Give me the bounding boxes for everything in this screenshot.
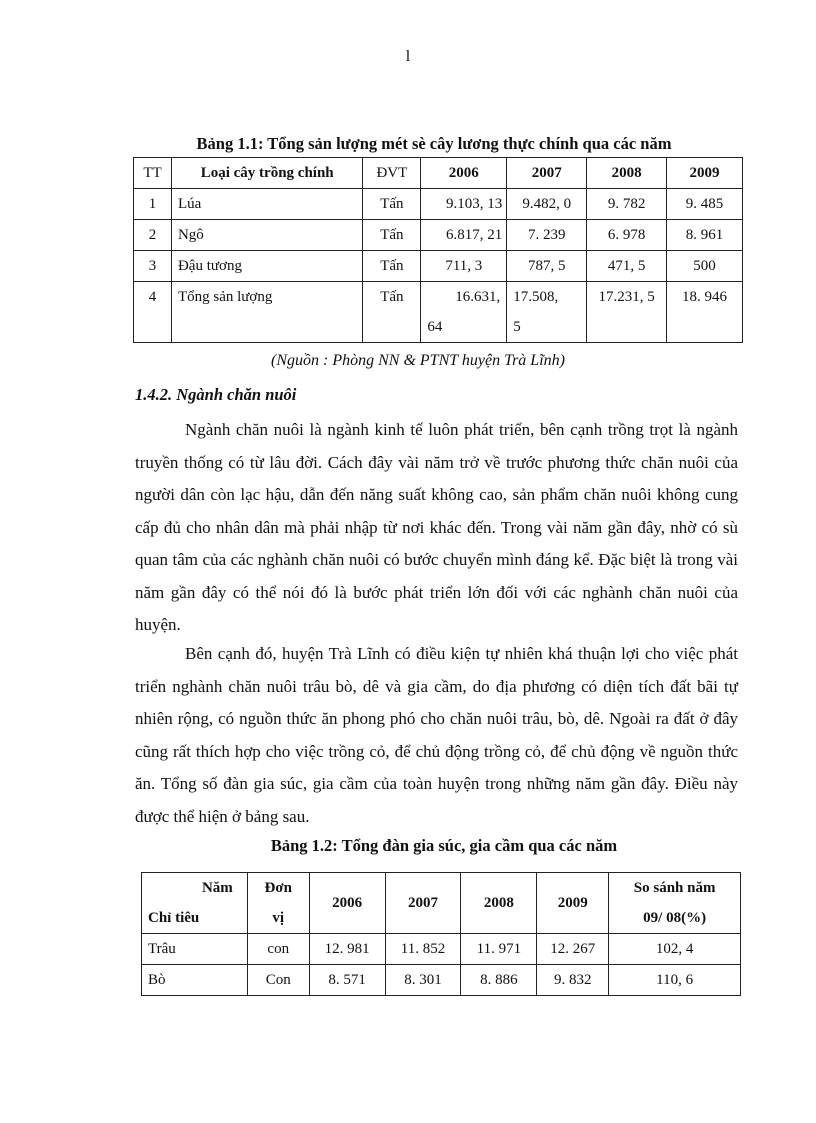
- cell-unit: Tấn: [363, 251, 421, 282]
- livestock-table: [141, 872, 741, 996]
- cell-unit: Tấn: [363, 282, 421, 343]
- header-2008: 2008: [461, 873, 537, 934]
- page-number: l: [405, 48, 411, 65]
- cell-2007: 11. 852: [385, 934, 461, 965]
- header-tt: TT: [134, 158, 172, 189]
- cell-2007: 7. 239: [507, 220, 587, 251]
- cell-2008: 471, 5: [587, 251, 667, 282]
- cell-2008: 9. 782: [587, 189, 667, 220]
- cell-2009: 18. 946: [667, 282, 743, 343]
- table-row: [142, 965, 741, 996]
- cell-2006: 711, 3: [421, 251, 507, 282]
- cell-compare: 110, 6: [609, 965, 741, 996]
- cell-2007-line1: 17.508,: [513, 289, 559, 305]
- table-row: [134, 220, 743, 251]
- header-2008: 2008: [587, 158, 667, 189]
- cell-2008: 11. 971: [461, 934, 537, 965]
- table-row: [142, 934, 741, 965]
- cell-crop: Lúa: [171, 189, 362, 220]
- cell-tt: 4: [134, 282, 172, 343]
- cell-2006-line1: 16.631,: [455, 289, 501, 305]
- header-unit-line2: vị: [272, 910, 285, 926]
- header-indicator-label: Chỉ tiêu: [148, 910, 200, 926]
- paragraph: Ngành chăn nuôi là ngành kinh tế luôn phát triển, bên cạnh trồng trọt là ngành truyền thống có từ lâu đời. Cách đây vài năm trở về trước phương thức chăn nuôi của người dân còn lạc hậu, dẫn đến năng suất không cao, sản phẩm chăn nuôi không cung cấp đủ cho nhân dân mà phải nhập từ nơi khác đến. Trong vài năm gần đây, nhờ có sù quan tâm của các nghành chăn nuôi có bước chuyển mình đáng kể. Đặc biệt là trong vài năm gần đây có thể nói đó là bước phát triển lớn đối với các nghành chăn nuôi của huyện.: [135, 420, 738, 634]
- header-unit: [247, 873, 309, 934]
- cell-tt: 2: [134, 220, 172, 251]
- table-row-total: [134, 282, 743, 343]
- header-unit-line1: Đơn: [264, 880, 292, 896]
- cell-2007-line2: 5: [513, 319, 521, 335]
- table-row: [134, 251, 743, 282]
- table1-caption: Bảng 1.1: Tổng sản lượng mét sè cây lương thực chính qua các năm: [196, 134, 672, 153]
- table-row: [134, 189, 743, 220]
- paragraph: Bên cạnh đó, huyện Trà Lĩnh có điều kiện tự nhiên khá thuận lợi cho việc phát triển nghành chăn nuôi trâu bò, dê và gia cầm, do địa phương có diện tích đất bãi tự nhiên rộng, có nguồn thức ăn phong phó cho chăn nuôi trâu, bò, dê. Ngoài ra đất ở đây cũng rất thích hợp cho việc trồng cỏ, để chủ động trồng cỏ, để chủ động về nguồn thức ăn. Tổng số đàn gia súc, gia cầm của toàn huyện trong những năm gần đây. Điều này được thể hiện ở bảng sau.: [135, 644, 738, 826]
- table-header-row: [134, 158, 743, 189]
- cell-tt: 1: [134, 189, 172, 220]
- header-crop: Loại cây trồng chính: [171, 158, 362, 189]
- cell-2008: 17.231, 5: [587, 282, 667, 343]
- header-compare-line1: So sánh năm: [633, 880, 716, 896]
- cell-2009: 12. 267: [537, 934, 609, 965]
- header-2006: 2006: [421, 158, 507, 189]
- header-2009: 2009: [667, 158, 743, 189]
- cell-2006: 6.817, 21: [421, 220, 507, 251]
- cell-2006: 8. 571: [309, 965, 385, 996]
- cell-tt: 3: [134, 251, 172, 282]
- cell-unit: Tấn: [363, 189, 421, 220]
- cell-2009: 9. 485: [667, 189, 743, 220]
- cell-2009: 500: [667, 251, 743, 282]
- header-indicator: [142, 873, 248, 934]
- header-compare-line2: 09/ 08(%): [643, 910, 707, 926]
- cell-crop: Tổng sản lượng: [171, 282, 362, 343]
- cell-unit: con: [247, 934, 309, 965]
- header-compare: [609, 873, 741, 934]
- cell-compare: 102, 4: [609, 934, 741, 965]
- cell-crop: Đậu tương: [171, 251, 362, 282]
- section-heading: 1.4.2. Ngành chăn nuôi: [135, 385, 297, 404]
- cell-2006: 9.103, 13: [421, 189, 507, 220]
- production-table: [133, 157, 743, 343]
- cell-2007: 8. 301: [385, 965, 461, 996]
- cell-2007: 787, 5: [507, 251, 587, 282]
- header-year-label: Năm: [201, 880, 233, 896]
- cell-2006: 12. 981: [309, 934, 385, 965]
- cell-2006-line2: 64: [427, 319, 443, 335]
- table-header-row: [142, 873, 741, 934]
- header-2006: 2006: [309, 873, 385, 934]
- header-2009: 2009: [537, 873, 609, 934]
- cell-unit: Con: [247, 965, 309, 996]
- cell-2007: [507, 282, 587, 343]
- cell-unit: Tấn: [363, 220, 421, 251]
- header-unit: ĐVT: [363, 158, 421, 189]
- table2-caption: Bảng 1.2: Tổng đàn gia súc, gia cầm qua các năm: [270, 836, 618, 855]
- cell-2007: 9.482, 0: [507, 189, 587, 220]
- header-2007: 2007: [385, 873, 461, 934]
- table1-source: (Nguồn : Phòng NN & PTNT huyện Trà Lĩnh): [271, 352, 565, 369]
- cell-indicator: Bò: [142, 965, 248, 996]
- header-2007: 2007: [507, 158, 587, 189]
- cell-2006: [421, 282, 507, 343]
- cell-2009: 9. 832: [537, 965, 609, 996]
- cell-2008: 6. 978: [587, 220, 667, 251]
- cell-2008: 8. 886: [461, 965, 537, 996]
- cell-indicator: Trâu: [142, 934, 248, 965]
- cell-2009: 8. 961: [667, 220, 743, 251]
- cell-crop: Ngô: [171, 220, 362, 251]
